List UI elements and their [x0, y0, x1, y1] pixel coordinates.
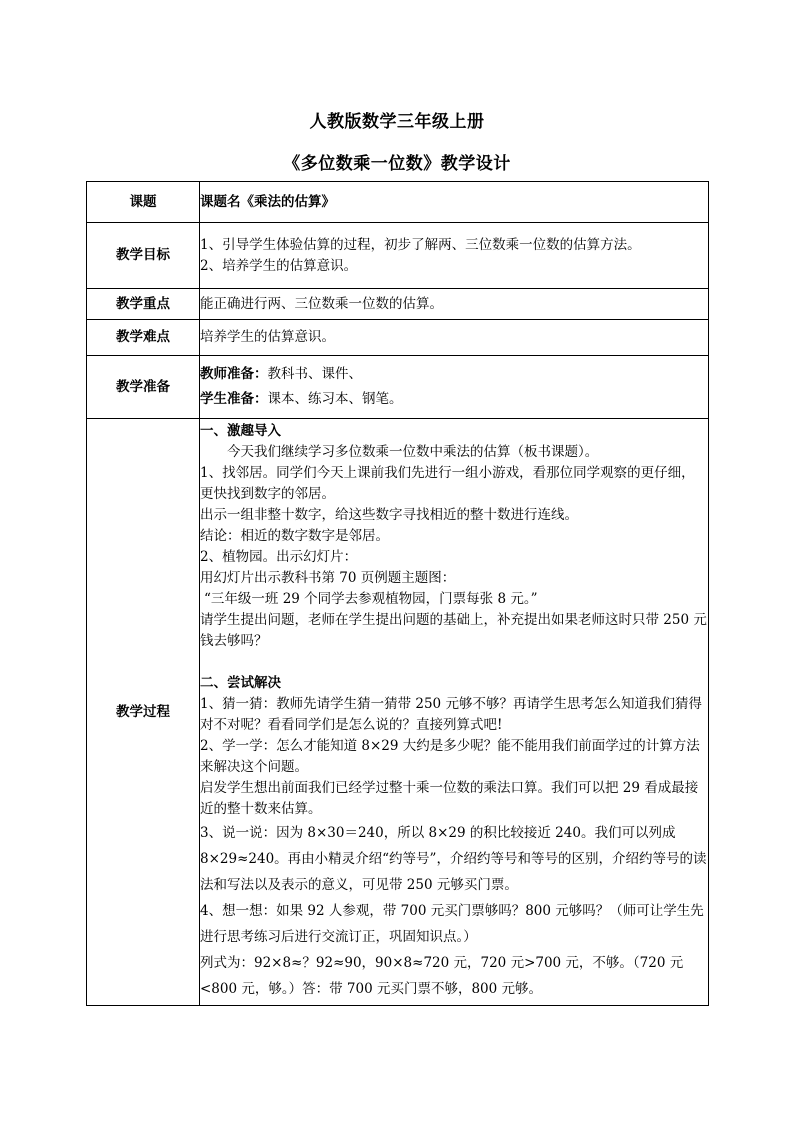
topic-value	[200, 182, 709, 223]
process-line: 1、找邻居。同学们今天上课前我们先进行一组小游戏，看那位同学观察的更仔细，更快找到数字的邻居。	[200, 465, 695, 502]
document-subtitle: 《多位数乘一位数》教学设计	[283, 154, 511, 174]
goal-line: 2、培养学生的估算意识。	[200, 257, 358, 274]
student-prep-label: 学生准备：	[200, 391, 268, 407]
difficulty-label: 教学难点	[87, 320, 200, 356]
table-row-difficulty	[87, 320, 709, 356]
process-value	[200, 419, 709, 1006]
key-points-value: 能正确进行两、三位数乘一位数的估算。	[200, 289, 709, 320]
process-line: “三年级一班 29 个同学去参观植物园，门票每张 8 元。”	[204, 591, 538, 607]
teacher-prep-text: 教科书、课件、	[267, 366, 362, 382]
difficulty-value: 培养学生的估算意识。	[200, 320, 709, 356]
preparation-label: 教学准备	[87, 356, 200, 419]
process-line: 2、学一学：怎么才能知道 8×29 大约是多少呢？能不能用我们前面学过的计算方法来解决这个问题。	[200, 738, 700, 775]
process-line: 出示一组非整十数字，给这些数字寻找相近的整十数进行连线。	[200, 507, 578, 523]
process-line: 2、植物园。出示幻灯片：	[200, 549, 358, 565]
table-row-key-points	[87, 289, 709, 320]
student-prep	[200, 389, 708, 410]
section-title: 二、尝试解决	[200, 675, 281, 691]
process-line: 今天我们继续学习多位数乘一位数中乘法的估算（板书课题）。	[227, 444, 599, 460]
blank-line	[200, 652, 708, 673]
student-prep-text: 课本、练习本、钢笔。	[267, 391, 403, 407]
goals-value	[200, 223, 709, 289]
topic-label: 课题	[87, 182, 200, 223]
teacher-prep	[200, 364, 708, 385]
goal-line: 1、引导学生体验估算的过程，初步了解两、三位数乘一位数的估算方法。	[200, 236, 641, 253]
teacher-prep-label: 教师准备：	[200, 366, 268, 382]
table-row-topic	[87, 182, 709, 223]
process-line: 1、猜一猜：教师先请学生猜一猜带 250 元够不够？再请学生思考怎么知道我们猜得对不对呢？看看同学们是怎么说的？直接列算式吧!	[200, 696, 702, 733]
document-title: 人教版数学三年级上册	[309, 112, 485, 132]
topic-text: 课题名《乘法的估算》	[200, 193, 335, 210]
process-line: 用幻灯片出示教科书第 70 页例题主题图：	[200, 570, 456, 586]
process-line: 启发学生想出前面我们已经学过整十乘一位数的乘法口算。我们可以把 29 看成最接近的整十数来估算。	[200, 780, 699, 817]
table-row-preparation	[87, 356, 709, 419]
preparation-value	[200, 356, 709, 419]
process-line: 列式为：92×8≈？92≈90，90×8≈720 元，720 元>700 元，不够。（720 元<800 元，够。）答：带 700 元买门票不够，800 元够。	[200, 955, 684, 997]
key-points-label: 教学重点	[87, 289, 200, 320]
table-row-goals	[87, 223, 709, 289]
goals-label: 教学目标	[87, 223, 200, 289]
process-line: 4、想一想：如果 92 人参观，带 700 元买门票够吗？800 元够吗？（师可让学生先进行思考练习后进行交流订正，巩固知识点。）	[200, 903, 704, 945]
section-title: 一、激趣导入	[200, 423, 281, 439]
process-line: 请学生提出问题，老师在学生提出问题的基础上，补充提出如果老师这时只带 250 元钱去够吗？	[200, 612, 707, 649]
table-row-process	[87, 419, 709, 1006]
process-label: 教学过程	[87, 419, 200, 1006]
lesson-plan-table	[86, 181, 709, 1006]
process-line: 结论：相近的数字数字是邻居。	[200, 528, 389, 544]
process-line: 3、说一说：因为 8×30＝240，所以 8×29 的积比较接近 240。我们可以列成 8×29≈240。再由小精灵介绍“约等号”，介绍约等号和等号的区别，介绍约等号的读法和写法以及表示的意义，可见带 250 元够买门票。	[200, 825, 707, 893]
